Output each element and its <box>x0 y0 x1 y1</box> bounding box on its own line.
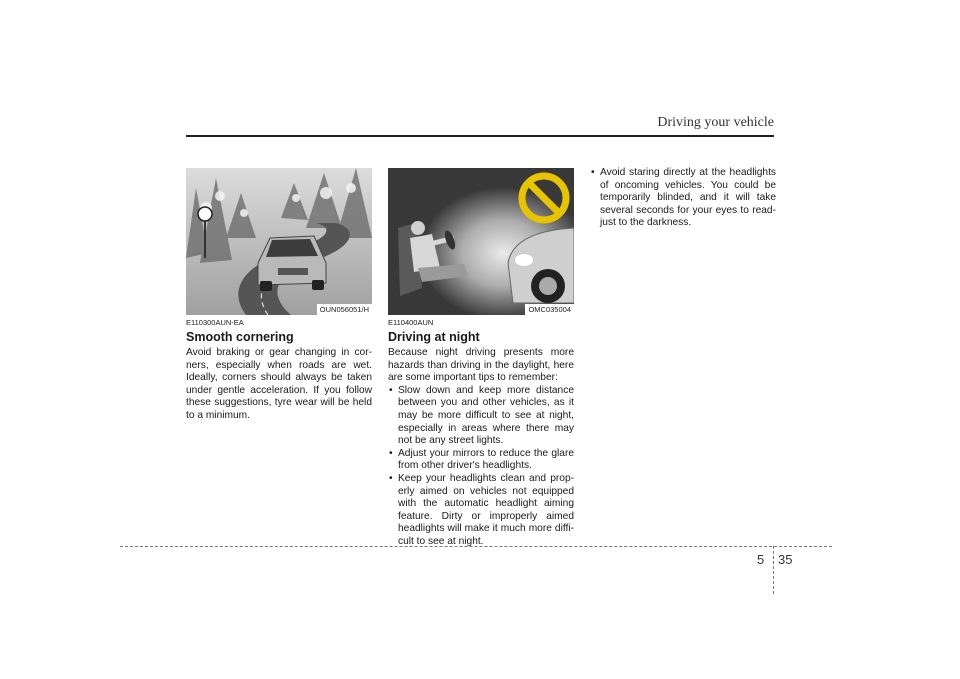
prohibition-icon <box>518 172 570 224</box>
list-item: • Avoid staring directly at the headlights of oncoming vehicles. You could be temporarily blinded, and it will take several seconds for your eyes to read-just to the darkness. <box>590 167 776 230</box>
list-item: • Adjust your mirrors to reduce the glare from other driver's headlights. <box>388 448 574 473</box>
night-driving-illustration <box>388 168 574 315</box>
section-body: Avoid braking or gear changing in cor-ners, especially when roads are wet. Ideally, corners should always be taken under gentle acceleration. If you follow these suggestions, tyre wear will be held to a minimum. <box>186 347 372 421</box>
chapter-number: 5 <box>757 552 765 567</box>
cornering-scene <box>186 168 372 315</box>
header-rule <box>186 135 774 137</box>
page-number: 35 <box>778 552 793 567</box>
section-code: E110400AUN <box>388 318 434 327</box>
driving-at-night-continued <box>590 167 776 230</box>
figure-code: OUN056051/H <box>317 304 372 315</box>
section-heading: Driving at night <box>388 330 480 344</box>
section-heading: Smooth cornering <box>186 330 294 344</box>
section-code: E110300AUN-EA <box>186 318 244 327</box>
list-item: • Keep your headlights clean and prop-erly aimed on vehicles not equipped with the automatic headlight aiming feature. Dirty or improperly aimed headlights will make it much more diffi-cult to see at night. <box>388 473 574 549</box>
tips-list <box>388 385 574 549</box>
driving-at-night-section <box>388 318 574 549</box>
smooth-cornering-illustration <box>186 168 372 315</box>
smooth-cornering-section <box>186 318 372 423</box>
footer-divider <box>773 546 774 594</box>
list-item: • Slow down and keep more distance between you and other vehicles, as it may be more difficult to see at night, especially in areas where there may not be any street lights. <box>388 385 574 448</box>
figure-code: OMC035004 <box>525 304 574 315</box>
footer-rule <box>120 546 832 547</box>
section-intro: Because night driving presents more hazards than driving in the daylight, here are some important tips to remember: <box>388 347 574 384</box>
running-header: Driving your vehicle <box>657 115 774 130</box>
tips-list-continued <box>590 167 776 230</box>
